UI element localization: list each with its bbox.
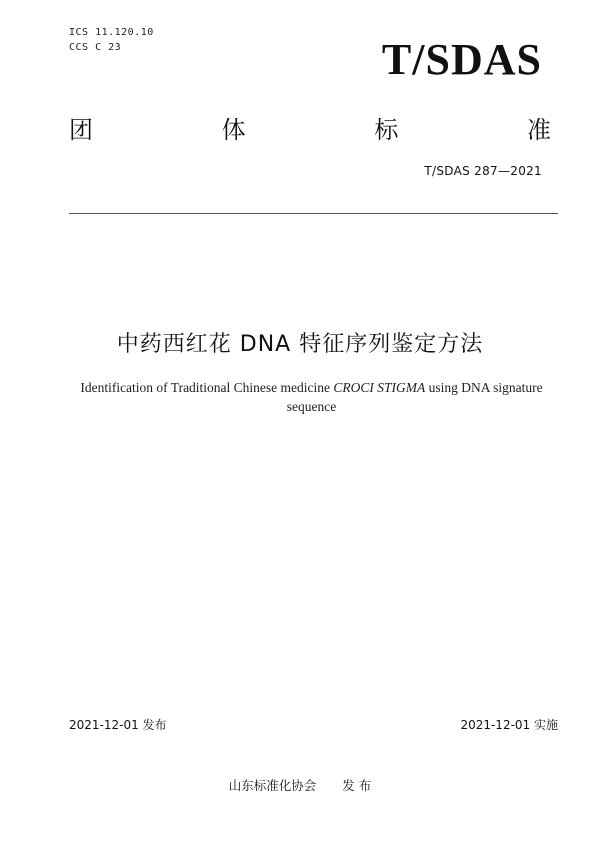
implement-date: 2021-12-01 实施	[460, 718, 558, 732]
standard-type-char: 准	[526, 116, 551, 144]
standard-type-char: 团	[69, 116, 93, 144]
standard-type-char: 标	[374, 116, 399, 144]
title-english-part1: Identification of Traditional Chinese medicine	[80, 380, 334, 395]
issuer-action: 发 布	[342, 778, 372, 793]
title-chinese: 中药西红花 DNA 特征序列鉴定方法	[116, 332, 484, 357]
header-divider	[69, 213, 558, 214]
organization-code: T/SDAS	[381, 35, 542, 84]
title-english-italic: CROCI STIGMA	[333, 380, 426, 395]
ics-code: ICS 11.120.10	[69, 27, 154, 38]
standard-type-char: 体	[221, 116, 246, 144]
title-english-part2: using DNA signature sequence	[286, 380, 543, 414]
standard-number: T/SDAS 287—2021	[424, 164, 542, 178]
issuer-name: 山东标准化协会	[228, 778, 317, 793]
ccs-code: CCS C 23	[69, 42, 122, 53]
publish-date: 2021-12-01 发布	[69, 718, 167, 732]
standard-type-heading	[69, 116, 551, 145]
issuer-line	[0, 776, 600, 794]
title-english	[64, 378, 559, 416]
